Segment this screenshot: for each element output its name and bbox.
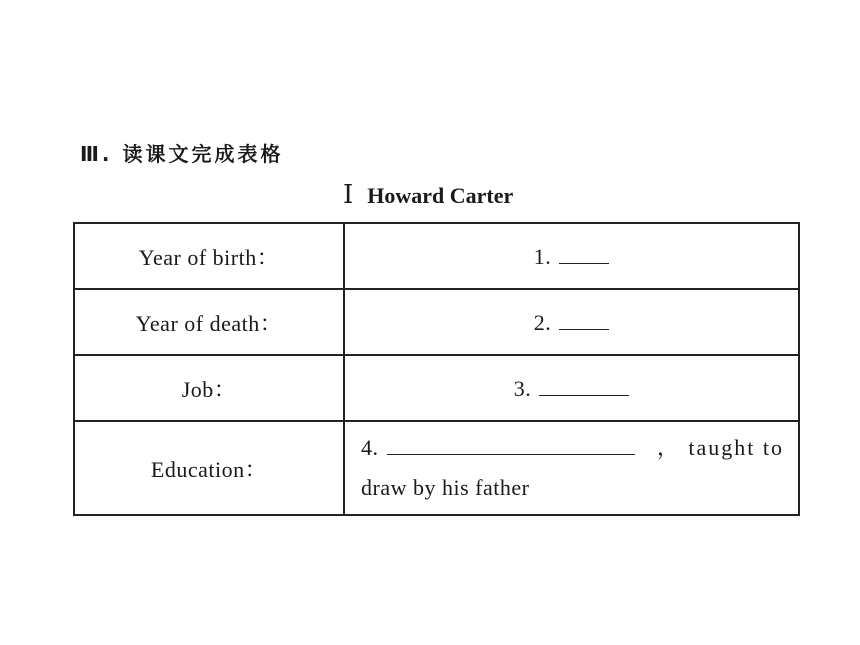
- table-row: [74, 421, 799, 515]
- year-of-birth-answer: [344, 223, 799, 289]
- table-title: [343, 180, 513, 210]
- year-of-death-answer: [344, 289, 799, 355]
- answer-number: 2.: [533, 309, 552, 335]
- education-answer-tail: ， taught to: [656, 435, 784, 460]
- answer-blank[interactable]: [387, 434, 635, 455]
- answer-number: 3.: [513, 375, 532, 401]
- job-label: Job：: [74, 355, 344, 421]
- answer-blank[interactable]: [559, 243, 609, 264]
- answer-blank[interactable]: [559, 309, 609, 330]
- education-label: Education：: [74, 421, 344, 515]
- year-of-death-label: Year of death：: [74, 289, 344, 355]
- table-row: [74, 289, 799, 355]
- table-title-name: Howard Carter: [367, 183, 514, 208]
- table-row: [74, 355, 799, 421]
- education-answer-line2: draw by his father: [361, 475, 530, 500]
- answer-number: 4.: [361, 435, 379, 460]
- section-heading: Ⅲ. 读课文完成表格: [80, 142, 284, 166]
- education-answer-line1: [361, 428, 784, 468]
- year-of-birth-label: Year of birth：: [74, 223, 344, 289]
- job-answer: [344, 355, 799, 421]
- table-row: [74, 223, 799, 289]
- info-table: [73, 222, 800, 516]
- education-answer: [344, 421, 799, 515]
- answer-number: 1.: [533, 243, 552, 269]
- answer-blank[interactable]: [539, 375, 629, 396]
- table-numeral: Ⅰ: [343, 180, 354, 209]
